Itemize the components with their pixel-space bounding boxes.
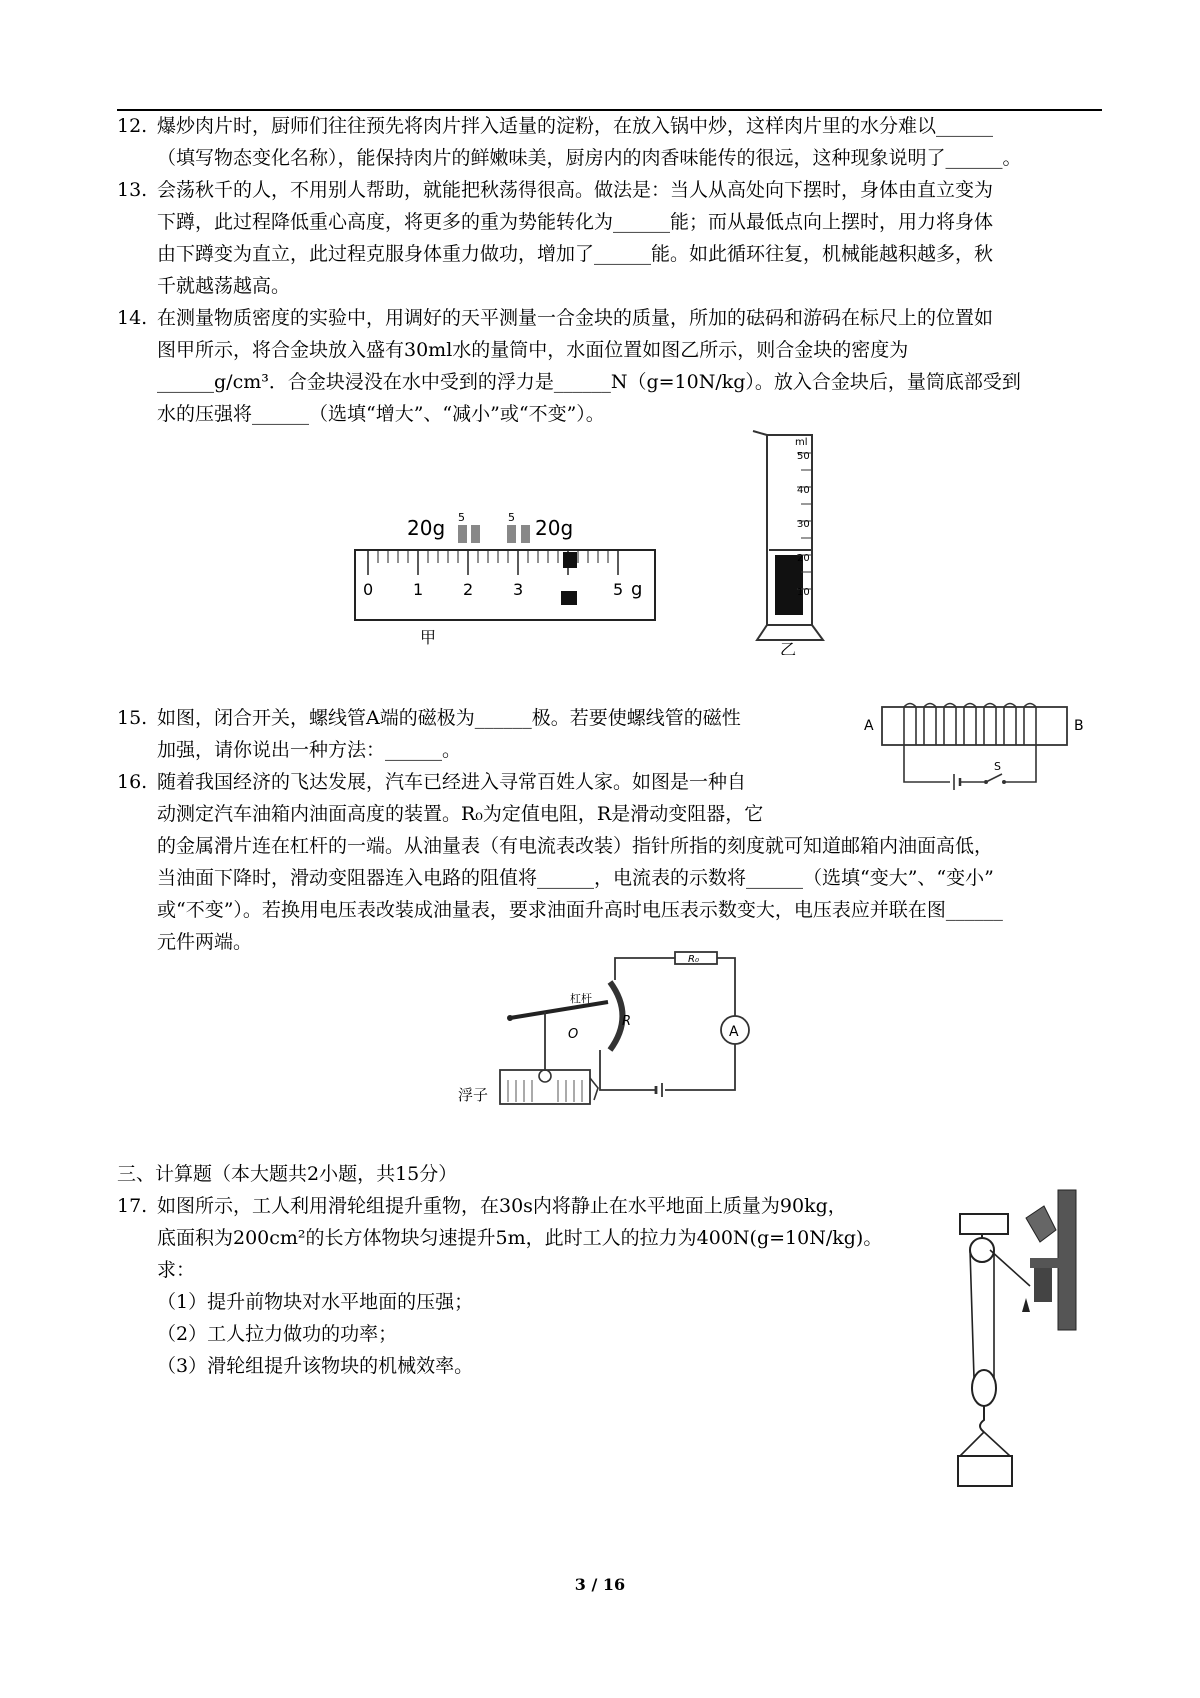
sub-question: （2）工人拉力做功的功率； xyxy=(157,1323,398,1345)
question-line: 的金属滑片连在杠杆的一端。从油量表（有电流表改装）指针所指的刻度就可知道邮箱内油面高低， xyxy=(157,835,994,857)
oil-gauge-svg xyxy=(450,950,760,1120)
weight-5g-icon xyxy=(458,525,467,543)
question-line: 加强，请你说出一种方法：______。 xyxy=(157,739,462,761)
circuit-wire xyxy=(615,958,675,980)
question-17 xyxy=(117,1190,883,1382)
hook-icon xyxy=(980,1406,984,1432)
cylinder-svg xyxy=(735,425,845,655)
scale-ticks xyxy=(368,550,618,575)
question-line: 或“不变”）。若换用电压表改装成油量表，要求油面升高时电压表示数变大，电压表应并联在图______ xyxy=(157,899,1003,921)
question-line: 随着我国经济的飞达发展，汽车已经进入寻常百姓人家。如图是一种自 xyxy=(157,771,747,793)
page-number: 3 / 16 xyxy=(574,1575,626,1594)
figure-cylinder xyxy=(735,425,845,655)
question-number: 16. xyxy=(117,771,148,793)
tank-outlet xyxy=(590,1078,598,1100)
sub-question: （1）提升前物块对水平地面的压强； xyxy=(157,1291,474,1313)
scale-tick-label: 0 xyxy=(363,580,374,599)
pivot-label: O xyxy=(568,1027,579,1042)
weight-label: 5 xyxy=(458,511,465,524)
weight-5g-icon xyxy=(507,525,516,543)
alloy-block xyxy=(775,555,803,615)
rider-marker xyxy=(563,552,577,568)
question-line: 会荡秋千的人，不用别人帮助，就能把秋荡得很高。做法是：当人从高处向下摆时，身体由直立变为 xyxy=(157,179,994,201)
circuit-wire xyxy=(717,958,735,1016)
sub-question: （3）滑轮组提升该物块的机械效率。 xyxy=(157,1355,474,1377)
scale-unit-label: g xyxy=(631,579,643,600)
resistor-r0-label: R₀ xyxy=(688,954,699,965)
rheostat-r-icon xyxy=(610,982,623,1050)
solenoid-end-b: B xyxy=(1074,718,1084,734)
question-line: （填写物态变化名称），能保持肉片的鲜嫩味美，厨房内的肉香味能传的很远，这种现象说明了______。 xyxy=(157,147,1022,169)
coil-windings xyxy=(904,704,1036,746)
figure-balance xyxy=(345,495,685,655)
question-line: 如图所示，工人利用滑轮组提升重物，在30s内将静止在水平地面上质量为90kg， xyxy=(157,1195,847,1217)
rider-marker xyxy=(561,591,577,605)
movable-pulley-icon xyxy=(972,1370,996,1406)
cylinder-tick-label: 30 xyxy=(797,519,810,530)
ammeter-label: A xyxy=(729,1024,739,1040)
question-15 xyxy=(117,702,852,766)
weight-label: 20g xyxy=(535,516,574,540)
weight-label: 5 xyxy=(508,511,515,524)
solenoid-core xyxy=(882,707,1067,745)
question-line: 当油面下降时，滑动变阻器连入电路的阻值将______，电流表的示数将______（选填“变大”、“变小” xyxy=(157,867,994,889)
cylinder-unit: ml xyxy=(795,437,808,448)
rheostat-r-label: R xyxy=(622,1014,632,1029)
question-number: 13. xyxy=(117,179,148,201)
question-line: 元件两端。 xyxy=(157,931,253,953)
rope-pull xyxy=(990,1250,1030,1286)
sling xyxy=(984,1432,1010,1456)
question-number: 14. xyxy=(117,307,148,329)
figure-oil-gauge xyxy=(450,950,760,1120)
sling xyxy=(960,1432,984,1456)
cylinder-tick-label: 40 xyxy=(797,485,810,496)
cargo-block xyxy=(958,1456,1012,1486)
solenoid-end-a: A xyxy=(864,718,874,734)
scale-tick-label: 2 xyxy=(463,580,474,599)
question-line: 如图，闭合开关，螺线管A端的磁极为______极。若要使螺线管的磁性 xyxy=(157,707,741,729)
question-line: 爆炒肉片时，厨师们往往预先将肉片拌入适量的淀粉，在放入锅中炒，这样肉片里的水分难以______ xyxy=(157,115,994,137)
question-13 xyxy=(117,174,1102,302)
float-icon xyxy=(539,1070,551,1082)
question-line: ______g/cm³．合金块浸没在水中受到的浮力是______N（g=10N/kg）。放入合金块后，量筒底部受到 xyxy=(157,371,1021,393)
question-line: 千就越荡越高。 xyxy=(157,275,291,297)
question-line: 由下蹲变为直立，此过程克服身体重力做功，增加了______能。如此循环往复，机械能越积越多，秋 xyxy=(157,243,994,265)
wall-bracket xyxy=(1030,1258,1060,1268)
oil-hatching xyxy=(508,1080,582,1102)
figure-label: 甲 xyxy=(420,628,437,647)
cylinder-spout xyxy=(753,431,767,625)
weight-label: 20g xyxy=(407,516,446,540)
question-line: 底面积为200cm²的长方体物块匀速提升5m，此时工人的拉力为400N(g=10N/kg)。 xyxy=(157,1227,883,1249)
question-16 xyxy=(117,766,1102,958)
weight-5g-icon xyxy=(471,525,480,543)
question-line: 图甲所示，将合金块放入盛有30ml水的量筒中，水面位置如图乙所示，则合金块的密度为 xyxy=(157,339,909,361)
scale-tick-label: 1 xyxy=(413,580,424,599)
question-line: 下蹲，此过程降低重心高度，将更多的重为势能转化为______能；而从最低点向上摆时，用力将身体 xyxy=(157,211,994,233)
lever-arm xyxy=(510,1002,608,1018)
figure-label: 乙 xyxy=(780,640,797,655)
scale-frame xyxy=(355,550,655,620)
switch-label: S xyxy=(994,760,1001,773)
question-number: 15. xyxy=(117,707,148,729)
weight-5g-icon xyxy=(521,525,530,543)
question-line: 求： xyxy=(157,1259,196,1281)
lever-end xyxy=(507,1015,513,1021)
question-14 xyxy=(117,302,1102,430)
cylinder-tick-label: 20 xyxy=(797,553,810,564)
scale-tick-label: 3 xyxy=(513,580,524,599)
float-label: 浮子 xyxy=(458,1086,489,1104)
lever-label: 杠杆 xyxy=(570,992,592,1005)
question-12 xyxy=(117,110,1102,174)
cylinder-base xyxy=(757,625,823,640)
cylinder-tick-label: 10 xyxy=(797,587,810,598)
cylinder-tick-label: 50 xyxy=(797,451,810,462)
worker-icon xyxy=(1034,1268,1052,1302)
balance-svg xyxy=(345,495,685,655)
question-line: 动测定汽车油箱内油面高度的装置。R₀为定值电阻，R是滑动变阻器，它 xyxy=(157,803,764,825)
question-number: 17. xyxy=(117,1195,148,1217)
worker-icon xyxy=(1026,1206,1056,1242)
section-title: 三、计算题（本大题共2小题，共15分） xyxy=(117,1163,458,1185)
question-line: 水的压强将______（选填“增大”、“减小”或“不变”）。 xyxy=(157,403,605,425)
question-number: 12. xyxy=(117,115,148,137)
pulley-svg xyxy=(930,1188,1100,1493)
scale-tick-label: 5 xyxy=(613,580,624,599)
question-line: 在测量物质密度的实验中，用调好的天平测量一合金块的质量，所加的砝码和游码在标尺上的位置如 xyxy=(157,307,994,329)
ceiling-mount xyxy=(960,1214,1008,1234)
rope xyxy=(970,1250,974,1378)
circuit-wire xyxy=(600,1050,656,1090)
circuit-wire xyxy=(665,1044,735,1090)
wall xyxy=(1058,1190,1076,1330)
arrow-up-icon xyxy=(1022,1298,1030,1312)
figure-pulley xyxy=(930,1188,1100,1493)
